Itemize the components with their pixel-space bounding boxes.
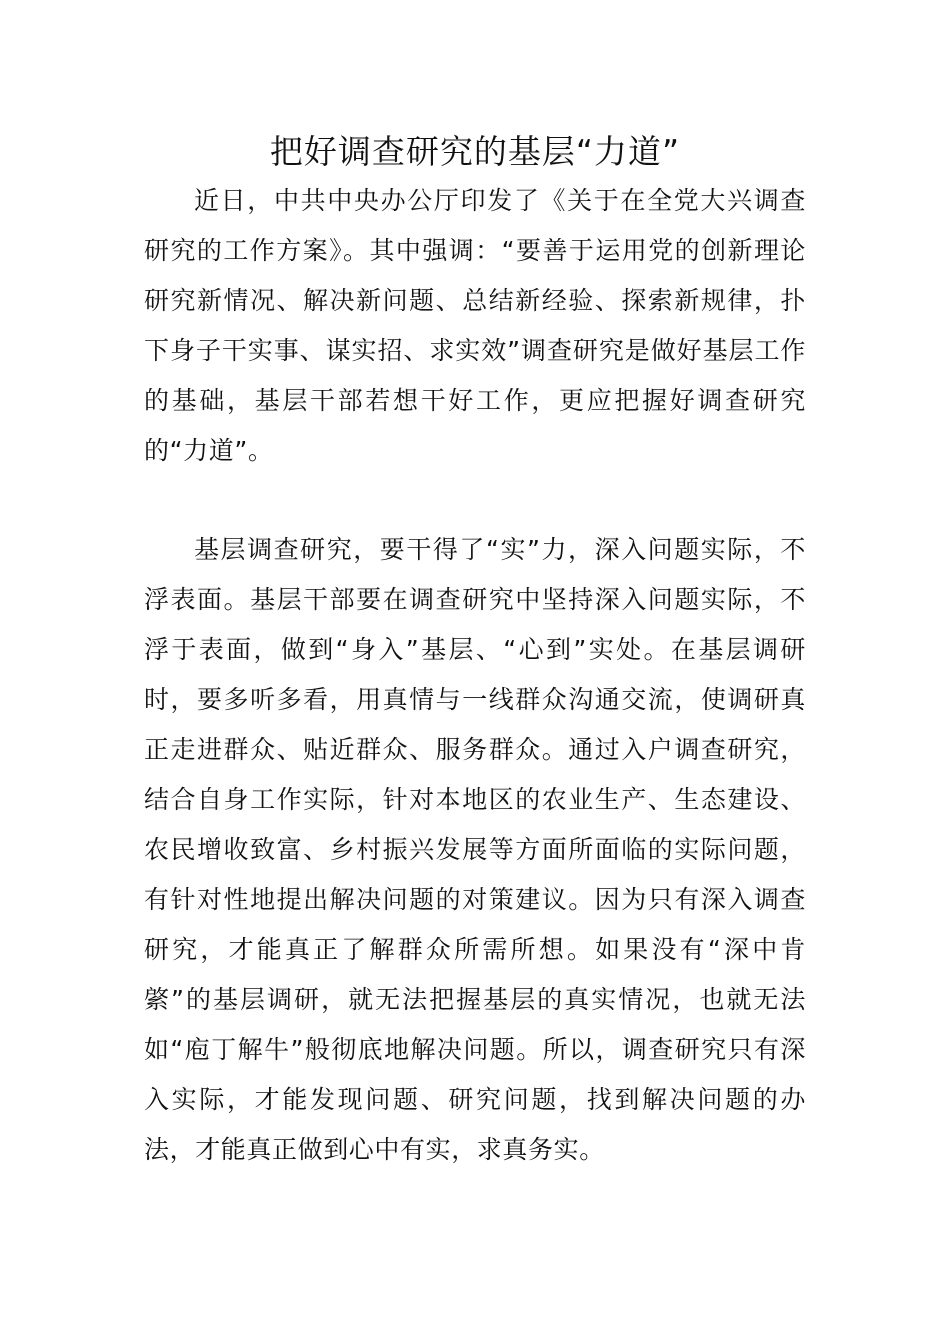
paragraph-intro: 近日，中共中央办公厅印发了《关于在全党大兴调查研究的工作方案》。其中强调：“要善于运用党的创新理论研究新情况、解决新问题、总结新经验、探索新规律，扑下身子干实事、谋实招、求实效”调查研究是做好基层工作的基础，基层干部若想干好工作，更应把握好调查研究的“力道”。	[144, 186, 806, 465]
document-title: 把好调查研究的基层“力道”	[269, 132, 681, 171]
paragraph-body: 基层调查研究，要干得了“实”力，深入问题实际，不浮表面。基层干部要在调查研究中坚持深入问题实际，不浮于表面，做到“身入”基层、“心到”实处。在基层调研时，要多听多看，用真情与一线群众沟通交流，使调研真正走进群众、贴近群众、服务群众。通过入户调查研究，结合自身工作实际，针对本地区的农业生产、生态建设、农民增收致富、乡村振兴发展等方面所面临的实际问题，有针对性地提出解决问题的对策建议。因为只有深入调查研究，才能真正了解群众所需所想。如果没有“深中肯綮”的基层调研，就无法把握基层的真实情况，也就无法如“庖丁解牛”般彻底地解决问题。所以，调查研究只有深入实际，才能发现问题、研究问题，找到解决问题的办法，才能真正做到心中有实，求真务实。	[144, 535, 806, 1164]
